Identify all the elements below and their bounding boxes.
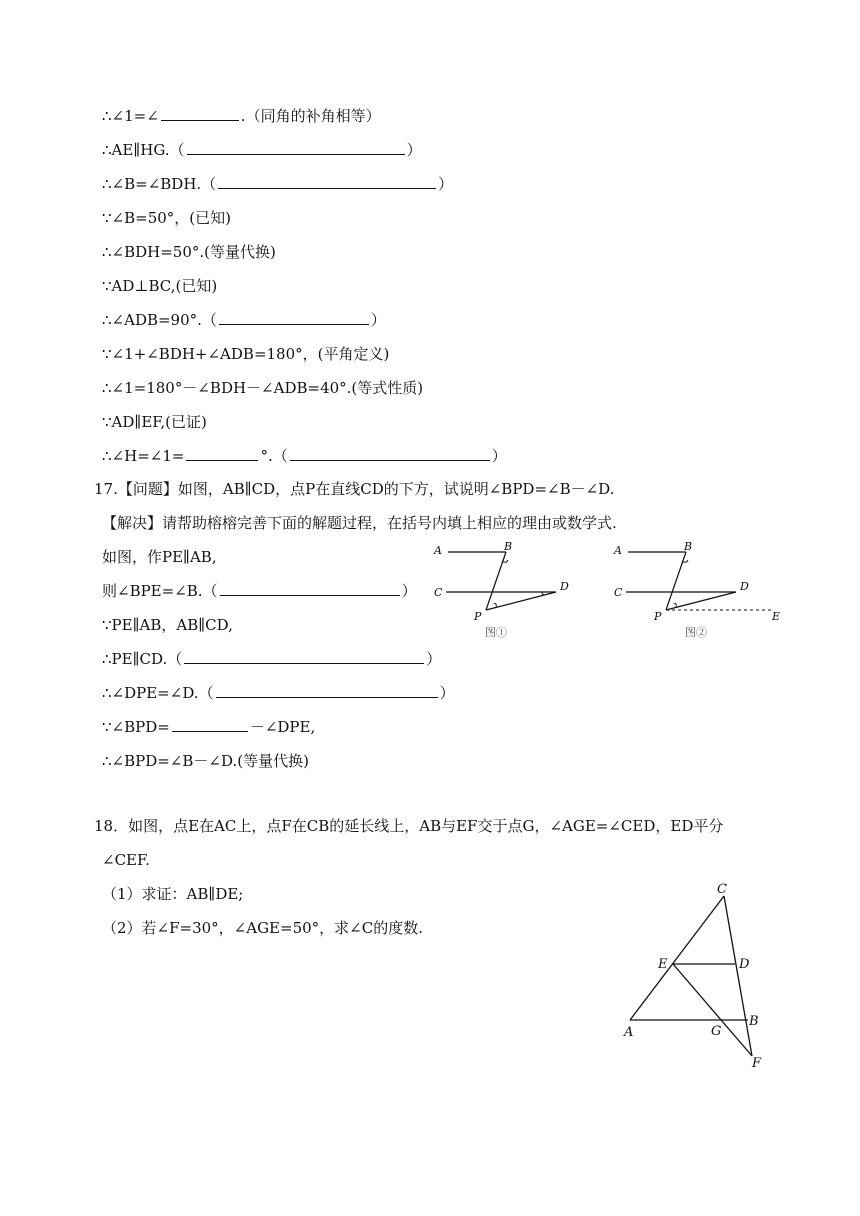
q18-part-1: （1）求证：AB∥DE; (102, 885, 244, 903)
line-text: ∴∠H=∠1= (102, 447, 185, 465)
q17-title: 17.【问题】如图，AB∥CD，点P在直线CD的下方，试说明∠BPD=∠B－∠D. (94, 480, 615, 498)
line-text: 如图，作PE∥AB, (102, 548, 217, 566)
q17-figure-1 (430, 538, 590, 642)
line-text: ∵∠B=50°，(已知) (102, 209, 231, 227)
line-text: ∴∠BPD=∠B－∠D.(等量代换) (102, 752, 309, 770)
text-line (102, 649, 441, 669)
line-text-after: ） (426, 650, 442, 668)
fig3-label-b: B (749, 1014, 759, 1029)
line-text-after: ） (370, 311, 386, 329)
line-text-after: °.（ (260, 447, 288, 465)
text-line (102, 344, 389, 364)
text-line (102, 208, 231, 228)
text-line (102, 412, 207, 432)
answer-blank[interactable] (187, 140, 405, 155)
text-line (102, 140, 422, 160)
text-line (102, 378, 423, 398)
fig2-label-d: D (740, 580, 749, 593)
text-line (102, 310, 386, 330)
text-line (102, 581, 417, 601)
line-text-after: －∠DPE, (249, 718, 316, 736)
fig2-caption: 图② (685, 626, 707, 639)
line-text: ∵∠1+∠BDH+∠ADB=180°，(平角定义) (102, 345, 390, 363)
q18-line-2: ∠CEF. (102, 851, 150, 869)
line-text-after: .（同角的补角相等） (240, 107, 381, 125)
text-line (102, 242, 276, 262)
line-text: ∵PE∥AB，AB∥CD, (102, 616, 233, 634)
fig3-label-c: C (717, 882, 727, 897)
q18-figure (618, 876, 778, 1072)
answer-blank[interactable] (161, 106, 239, 121)
text-line (102, 446, 507, 466)
line-text: ∴∠1=∠ (102, 107, 159, 125)
line-text: ∴∠BDH=50°.(等量代换) (102, 243, 276, 261)
line-text: ∵AD∥EF,(已证) (102, 413, 207, 431)
fig2-label-p: P (654, 610, 662, 623)
answer-blank[interactable] (186, 446, 258, 461)
line-text: ∵∠BPD= (102, 718, 170, 736)
fig1-caption: 图① (485, 626, 507, 639)
text-line (102, 717, 315, 737)
answer-blank[interactable] (172, 717, 248, 732)
fig1-label-d: D (560, 580, 569, 593)
line-text: 则∠BPE=∠B.（ (102, 582, 218, 600)
fig3-label-g: G (711, 1024, 722, 1039)
line-text-after: ） (438, 175, 454, 193)
fig2-label-b: B (684, 540, 693, 553)
text-line (102, 683, 455, 703)
q17-solve-instruction: 【解决】请帮助榕榕完善下面的解题过程，在括号内填上相应的理由或数学式. (102, 514, 617, 532)
line-text-after: ） (439, 684, 455, 702)
answer-blank[interactable] (290, 446, 490, 461)
line-text: ∴∠B=∠BDH.（ (102, 175, 217, 193)
text-line (102, 276, 217, 296)
fig3-label-f: F (752, 1056, 762, 1071)
fig2-label-e: E (772, 610, 781, 623)
fig2-label-c: C (614, 586, 623, 599)
line-text: ∴∠ADB=90°.（ (102, 311, 217, 329)
answer-blank[interactable] (218, 174, 436, 189)
answer-blank[interactable] (216, 683, 438, 698)
answer-blank[interactable] (220, 581, 400, 596)
fig3-label-e: E (658, 957, 668, 972)
fig2-label-a: A (614, 544, 622, 557)
q18-part-2: （2）若∠F=30°，∠AGE=50°，求∠C的度数. (102, 919, 423, 937)
line-text-after: ） (491, 447, 507, 465)
fig1-label-p: P (474, 610, 482, 623)
line-text: ∴PE∥CD.（ (102, 650, 183, 668)
line-text-after: ） (401, 582, 417, 600)
line-text: ∴∠DPE=∠D.（ (102, 684, 214, 702)
line-text: ∴∠1=180°－∠BDH－∠ADB=40°.(等式性质) (102, 379, 424, 397)
q17-figure-2 (610, 538, 785, 642)
fig1-label-b: B (504, 540, 513, 553)
text-line (102, 547, 217, 567)
line-text: ∵AD⊥BC,(已知) (102, 277, 218, 295)
text-line (102, 751, 309, 771)
fig3-label-a: A (624, 1025, 634, 1040)
text-line (102, 615, 233, 635)
answer-blank[interactable] (184, 649, 424, 664)
fig3-label-d: D (739, 957, 750, 972)
q18-line-1: 18．如图，点E在AC上，点F在CB的延长线上，AB与EF交于点G，∠AGE=∠CED，ED平分 (94, 817, 724, 835)
text-line (102, 106, 381, 126)
text-line (102, 174, 453, 194)
line-text: ∴AE∥HG.（ (102, 141, 185, 159)
answer-blank[interactable] (219, 310, 369, 325)
line-text-after: ） (406, 141, 422, 159)
fig1-label-a: A (434, 544, 442, 557)
fig1-label-c: C (434, 586, 443, 599)
